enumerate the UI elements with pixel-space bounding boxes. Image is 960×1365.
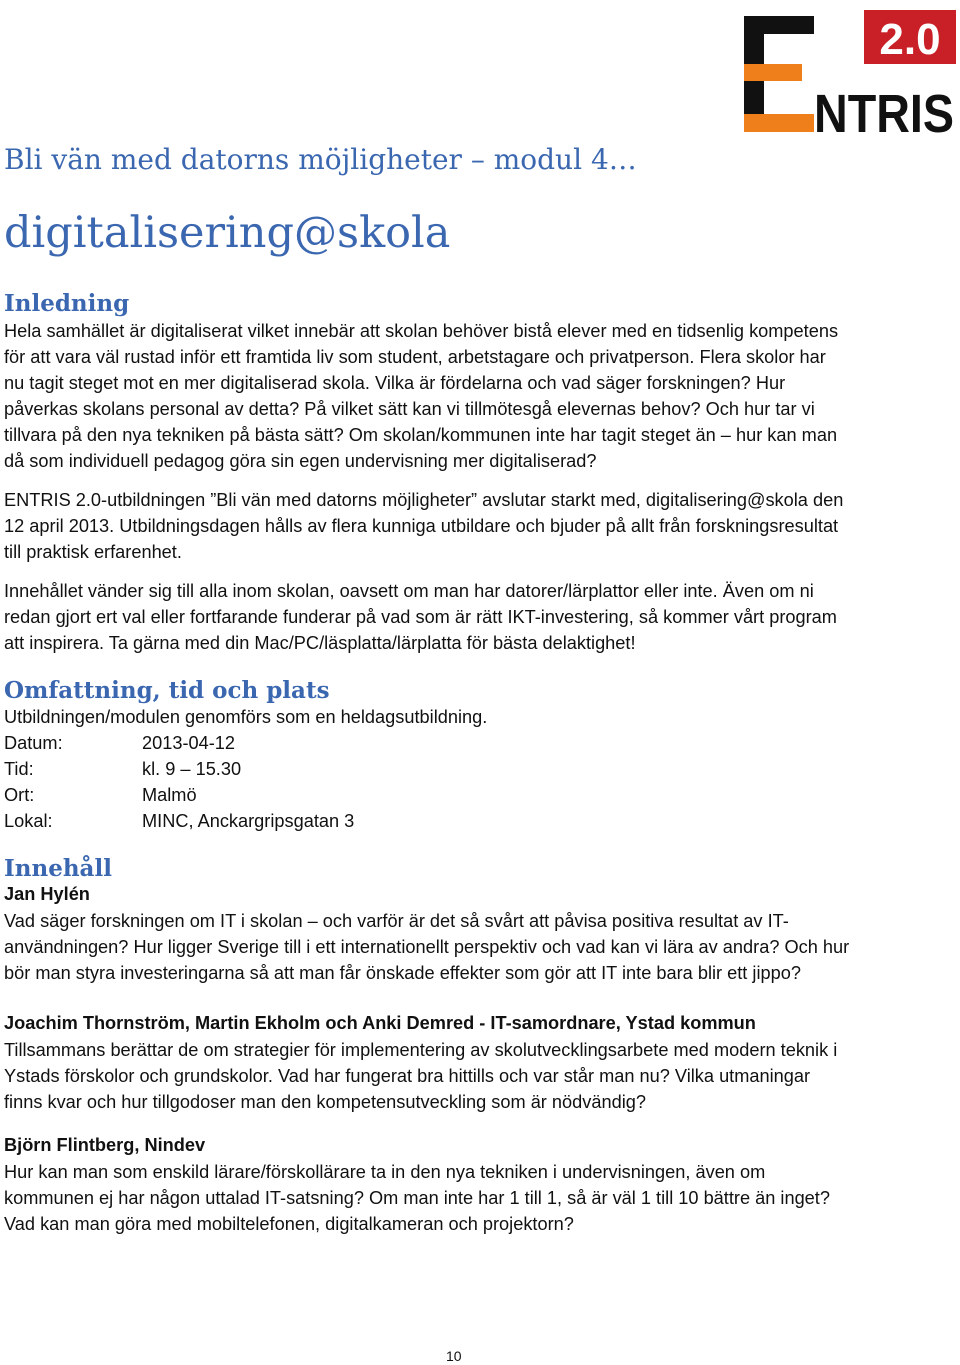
text-line: påverkas skolans personal av detta? På vilket sätt kan vi tillmötesgå elevernas behov? Och hur tar vi	[4, 399, 815, 419]
scope-label: Tid:	[4, 759, 34, 779]
scope-row-date	[4, 730, 235, 756]
scope-value: Malmö	[142, 785, 197, 805]
section-heading-scope: Omfattning, tid och plats	[4, 677, 330, 704]
text-line: Tillsammans berättar de om strategier för implementering av skolutvecklingsarbete med modern teknik i	[4, 1040, 838, 1060]
intro-paragraph-3	[4, 578, 924, 656]
text-line: tillvara på den nya tekniken på bästa sätt? Om skolan/kommunen inte har tagit steget än – hur kan man	[4, 425, 838, 445]
text-line: för att vara väl rustad inför ett framtida liv som student, arbetstagare och privatperson. Flera skolor har	[4, 347, 826, 367]
text-line: Ystads förskolor och grundskolor. Vad har fungerat bra hittills och var står man nu? Vilka utmaningar	[4, 1066, 811, 1086]
scope-row-time	[4, 756, 241, 782]
text-line: 12 april 2013. Utbildningsdagen hålls av flera kunniga utbildare och bjuder på allt från forskningsresultat	[4, 516, 839, 536]
speaker-description	[4, 1037, 924, 1115]
text-line: finns kvar och hur tillgodoser man den kompetensutveckling som är nödvändig?	[4, 1092, 646, 1112]
scope-row-city	[4, 782, 197, 808]
scope-label: Datum:	[4, 733, 63, 753]
text-line: nu tagit steget mot en mer digitaliserad skola. Vilka är fördelarna och vad säger forskningen? Hur	[4, 373, 786, 393]
text-line: Innehållet vänder sig till alla inom skolan, oavsett om man har datorer/lärplattor eller inte. Även om ni	[4, 581, 814, 601]
scope-intro: Utbildningen/modulen genomförs som en heldagsutbildning.	[4, 707, 488, 727]
logo-version-text: 2.0	[879, 15, 941, 64]
logo-e-bottom	[744, 114, 814, 132]
logo-e-top	[744, 16, 814, 34]
module-title: Bli vän med datorns möjligheter – modul 4…	[4, 143, 637, 176]
text-line: att inspirera. Ta gärna med din Mac/PC/läsplatta/lärplatta för bästa delaktighet!	[4, 633, 636, 653]
text-line: Hur kan man som enskild lärare/förskollärare ta in den nya tekniken i undervisningen, även om	[4, 1162, 766, 1182]
scope-row-venue	[4, 808, 354, 834]
scope-value: 2013-04-12	[142, 733, 236, 753]
text-line: ENTRIS 2.0-utbildningen ”Bli vän med datorns möjligheter” avslutar starkt med, digitalisering@skola den	[4, 490, 844, 510]
text-line: Vad säger forskningen om IT i skolan – och varför är det så svårt att påvisa positiva resultat av IT-	[4, 911, 789, 931]
speaker-name: Joachim Thornström, Martin Ekholm och Anki Demred - IT-samordnare, Ystad kommun	[4, 1013, 756, 1033]
entris-logo	[744, 10, 956, 144]
scope-value: kl. 9 – 15.30	[142, 759, 242, 779]
page-number: 10	[446, 1348, 462, 1364]
intro-paragraph-1	[4, 318, 924, 474]
main-title: digitalisering@skola	[4, 208, 451, 258]
text-line: bör man styra investeringarna så att man får önskade effekter som gör att IT inte bara blir ett jippo?	[4, 963, 801, 983]
logo-ntris-text: NTRIS	[814, 84, 954, 144]
text-line: Vad kan man göra med mobiltelefonen, digitalkameran och projektorn?	[4, 1214, 574, 1234]
text-line: användningen? Hur ligger Sverige till i ett internationellt perspektiv och vad kan vi lära av andra? Och hur	[4, 937, 850, 957]
logo-e-middle	[744, 64, 802, 81]
text-line: då som individuell pedagog göra sin egen undervisning mer digitaliserad?	[4, 451, 597, 471]
speaker-description	[4, 1159, 924, 1237]
section-heading-intro: Inledning	[4, 290, 130, 317]
scope-label: Ort:	[4, 785, 35, 805]
text-line: redan gjort ert val eller fortfarande funderar på vad som är rätt IKT-investering, så kommer vårt program	[4, 607, 837, 627]
speaker-name: Björn Flintberg, Nindev	[4, 1135, 206, 1155]
section-heading-content: Innehåll	[4, 855, 112, 882]
speaker-description	[4, 908, 924, 986]
scope-value: MINC, Anckargripsgatan 3	[142, 811, 355, 831]
scope-label: Lokal:	[4, 811, 53, 831]
text-line: kommunen ej har någon uttalad IT-satsning? Om man inte har 1 till 1, så är väl 1 till 10 bättre än inget?	[4, 1188, 830, 1208]
intro-paragraph-2	[4, 487, 924, 565]
text-line: Hela samhället är digitaliserat vilket innebär att skolan behöver bistå elever med en tidsenlig kompetens	[4, 321, 839, 341]
speaker-name: Jan Hylén	[4, 884, 90, 904]
text-line: till praktisk erfarenhet.	[4, 542, 182, 562]
